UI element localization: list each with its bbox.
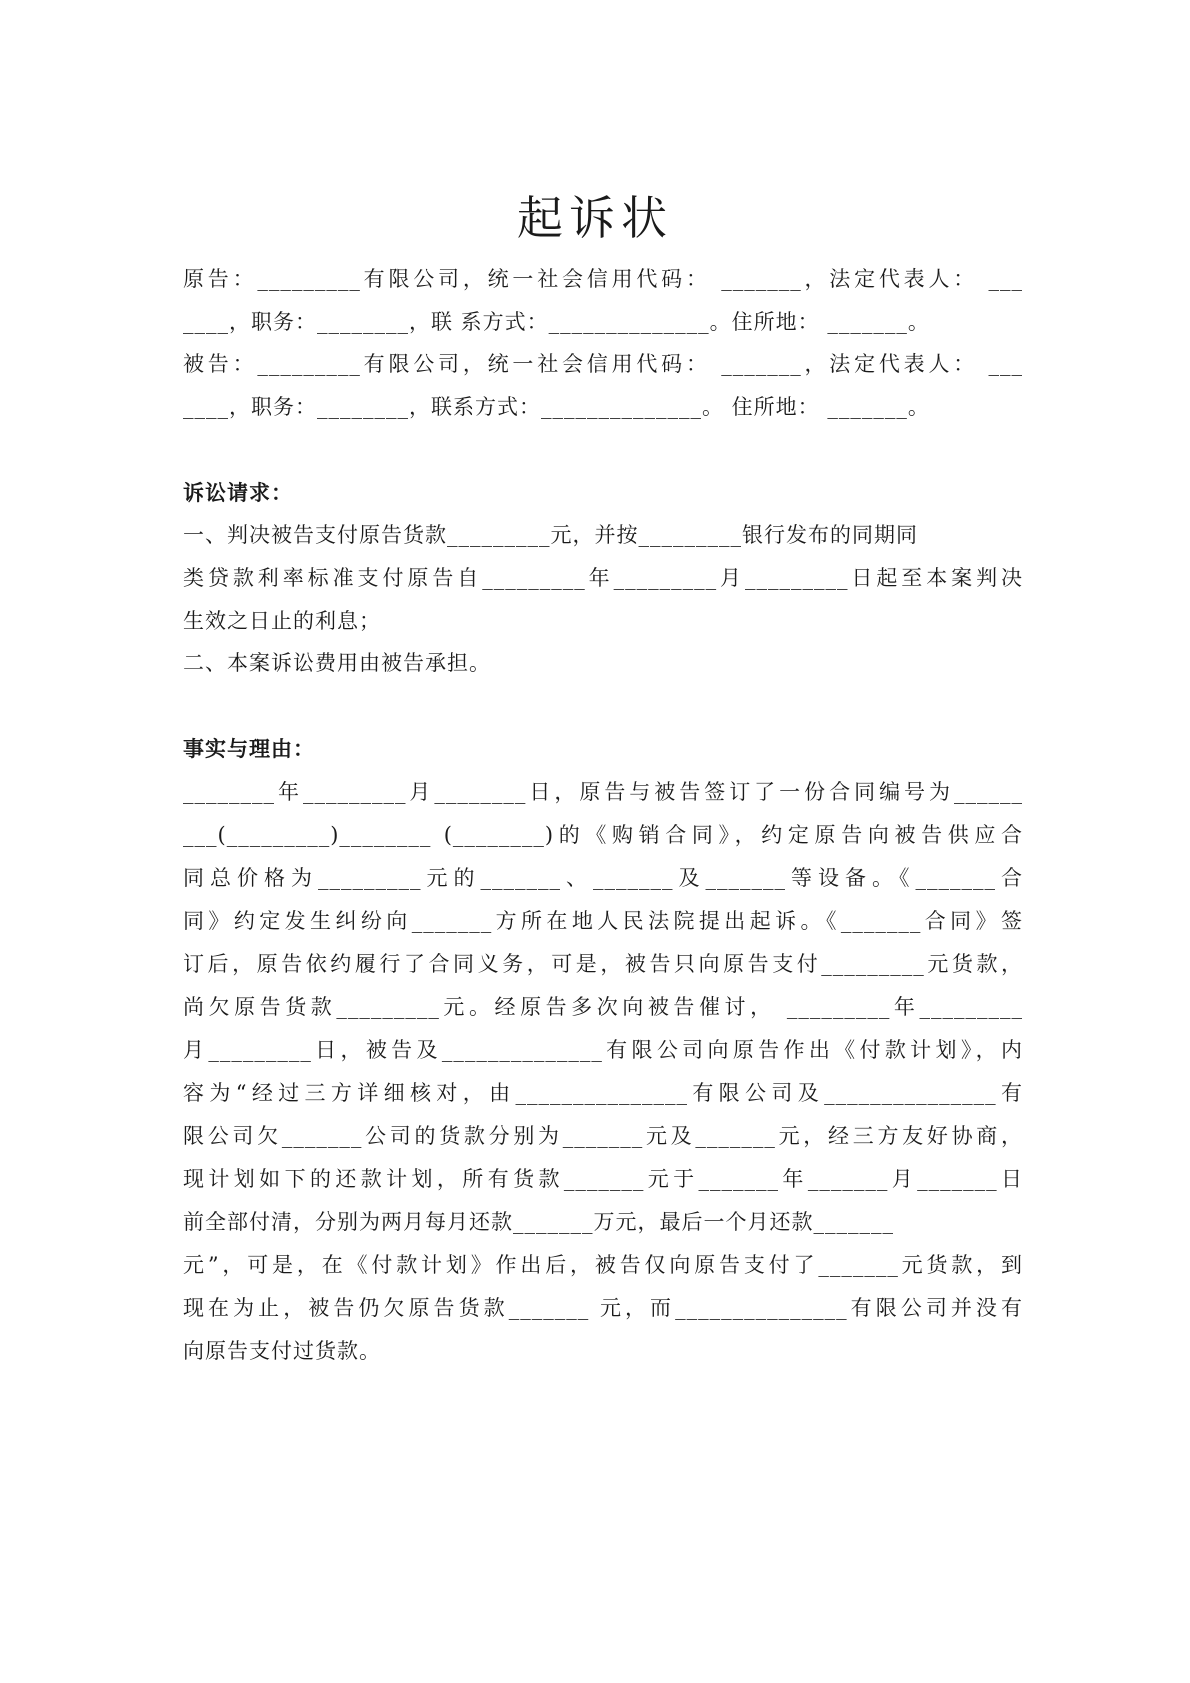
claim-line: 生效之日止的利息；: [183, 609, 381, 633]
facts-line: 向原告支付过货款。: [183, 1339, 381, 1363]
facts-line: 尚欠原告货款_________元。经原告多次向被告催讨， _________年_________: [183, 995, 1023, 1019]
claim-line: 一、判决被告支付原告货款_________元，并按_________银行发布的同期同: [183, 523, 918, 547]
plaintiff-line-2: ____，职务：________，联 系方式：______________。住所地： _______。: [183, 310, 930, 334]
facts-line: 现在为止，被告仍欠原告货款_______ 元，而_______________有限公司并没有: [183, 1296, 1023, 1320]
facts-line: 月_________日，被告及______________有限公司向原告作出《付款计划》，内: [183, 1038, 1023, 1062]
facts-line: ___(_________)________ (________)的《购销合同》，约定原告向被告供应合: [183, 823, 1023, 847]
facts-line: 容为“经过三方详细核对，由_______________有限公司及_______________有: [183, 1081, 1023, 1105]
facts-heading: 事实与理由：: [183, 736, 315, 761]
facts-line: 订后，原告依约履行了合同义务，可是，被告只向原告支付_________元货款，: [183, 952, 1023, 976]
claim-line: 类贷款利率标准支付原告自_________年_________月_________日起至本案判决: [183, 566, 1023, 590]
facts-line: 前全部付清，分别为两月每月还款_______万元，最后一个月还款_______: [183, 1210, 894, 1234]
defendant-line-1: 被告：_________有限公司，统一社会信用代码： _______，法定代表人： ___: [183, 352, 1023, 376]
facts-line: ________年_________月________日，原告与被告签订了一份合同编号为______: [183, 780, 1023, 804]
facts-line: 同》约定发生纠纷向_______方所在地人民法院提出起诉。《_______合同》签: [183, 909, 1023, 933]
facts-line: 现计划如下的还款计划，所有货款_______元于_______年_______月_______日: [183, 1167, 1023, 1191]
claim-line: 二、本案诉讼费用由被告承担。: [183, 651, 491, 675]
facts-line: 同总价格为_________元的_______、_______及_______等设备。《_______合: [183, 866, 1023, 890]
facts-line: 限公司欠_______公司的货款分别为_______元及_______元，经三方友好协商，: [183, 1124, 1023, 1148]
claims-heading: 诉讼请求：: [183, 480, 293, 505]
defendant-line-2: ____，职务：________，联系方式：______________。 住所地： _______。: [183, 395, 930, 419]
document-title: 起诉状: [517, 191, 673, 245]
facts-line: 元”，可是，在《付款计划》作出后，被告仅向原告支付了_______元货款，到: [183, 1253, 1023, 1277]
plaintiff-line-1: 原告：_________有限公司，统一社会信用代码： _______，法定代表人： ___: [183, 267, 1023, 291]
